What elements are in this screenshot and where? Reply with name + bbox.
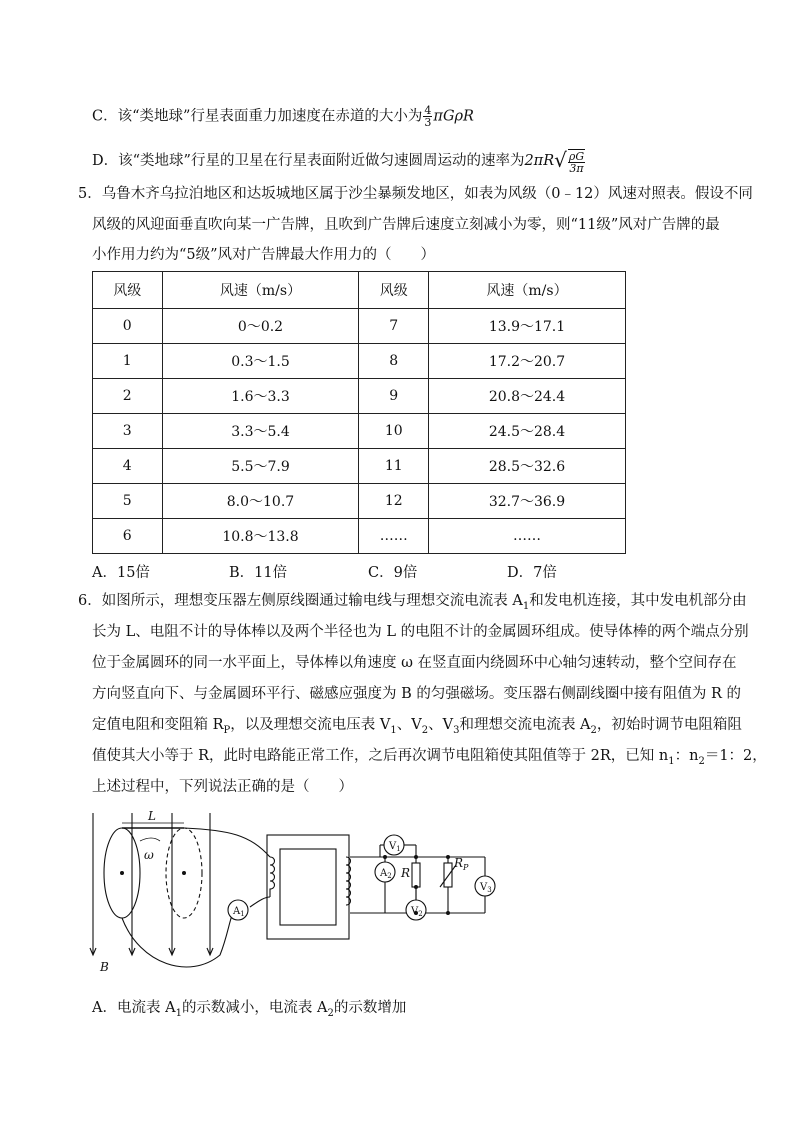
table-cell: 6 bbox=[93, 519, 163, 554]
table-cell: 0～0.2 bbox=[162, 309, 359, 344]
subscript: 1 bbox=[390, 724, 397, 736]
table-cell: 3 bbox=[93, 414, 163, 449]
t: 的示数减小，电流表 A bbox=[181, 1000, 328, 1016]
table-cell: 10.8～13.8 bbox=[162, 519, 359, 554]
table-header: 风级 bbox=[359, 272, 429, 309]
wind-speed-table bbox=[92, 271, 626, 554]
label-v1: $V_1$ bbox=[389, 841, 401, 853]
label-r: R bbox=[401, 866, 411, 880]
subscript: P bbox=[223, 724, 231, 736]
q6-line-3: 位于金属圆环的同一水平面上，导体棒以角速度 ω 在竖直面内绕圆环中心轴匀速转动，整个空间存在 bbox=[92, 655, 737, 671]
fraction-4-3 bbox=[423, 105, 432, 128]
label-a1: $A_1$ bbox=[233, 906, 245, 918]
table-cell: 28.5～32.6 bbox=[428, 449, 625, 484]
t: 定值电阻和变阻箱 R bbox=[92, 717, 224, 733]
q5-line-1: 5．乌鲁木齐乌拉泊地区和达坂城地区属于沙尘暴频发地区，如表为风级（0﹣12）风速对照表。假设不同 bbox=[78, 186, 753, 202]
label-b: B bbox=[100, 960, 109, 974]
table-header: 风速（m/s） bbox=[428, 272, 625, 309]
label-v3: $V_3$ bbox=[480, 882, 492, 894]
table-cell: 2 bbox=[93, 379, 163, 414]
q4-option-d-text: D．该“类地球”行星的卫星在行星表面附近做匀速圆周运动的速率为 bbox=[92, 153, 525, 169]
t: ，以及理想交流电压表 V bbox=[230, 717, 391, 733]
table-cell: 3.3～5.4 bbox=[162, 414, 359, 449]
table-cell: 0.3～1.5 bbox=[162, 344, 359, 379]
table-cell: 5 bbox=[93, 484, 163, 519]
q6-line-6 bbox=[92, 746, 767, 772]
table-cell: 13.9～17.1 bbox=[428, 309, 625, 344]
table-cell: 24.5～28.4 bbox=[428, 414, 625, 449]
table-cell: 32.7～36.9 bbox=[428, 484, 625, 519]
q5-option-b: B．11倍 bbox=[229, 565, 288, 581]
table-cell: 0 bbox=[93, 309, 163, 344]
subscript: 2 bbox=[327, 1007, 334, 1019]
t: ，初始时调节电阻箱阻 bbox=[596, 717, 742, 733]
subscript: 3 bbox=[453, 724, 460, 736]
subscript: 2 bbox=[421, 724, 429, 736]
label-l: L bbox=[148, 809, 156, 823]
subscript: 1 bbox=[668, 755, 675, 767]
table-cell: 1 bbox=[93, 344, 163, 379]
label-a2: $A_2$ bbox=[380, 868, 392, 880]
table-row bbox=[93, 414, 626, 449]
q5-line-2: 风级的风迎面垂直吹向某一广告牌，且吹到广告牌后速度立刻减小为零，则“11级”风对广告牌的最 bbox=[92, 217, 720, 233]
q6-line-1-a: 6．如图所示，理想变压器左侧原线圈通过输电线与理想交流电流表 A bbox=[78, 593, 523, 609]
t: 、V bbox=[428, 717, 454, 733]
t: ＝1：2， bbox=[704, 748, 767, 764]
label-v2: $V_2$ bbox=[411, 906, 423, 918]
t: 和理想交流电流表 A bbox=[459, 717, 591, 733]
table-cell: 17.2～20.7 bbox=[428, 344, 625, 379]
frac-num: 4 bbox=[424, 104, 432, 117]
table-cell: 20.8～24.4 bbox=[428, 379, 625, 414]
sqrt-num: ρG bbox=[568, 149, 585, 163]
label-omega: ω bbox=[144, 848, 154, 862]
table-cell: 1.6～3.3 bbox=[162, 379, 359, 414]
table-row bbox=[93, 379, 626, 414]
table-cell: 4 bbox=[93, 449, 163, 484]
table-cell: 10 bbox=[359, 414, 429, 449]
table-cell: 11 bbox=[359, 449, 429, 484]
magnetic-field-lines bbox=[90, 813, 213, 955]
q6-line-5 bbox=[92, 715, 742, 741]
table-header: 风级 bbox=[93, 272, 163, 309]
t: ：n bbox=[674, 748, 699, 764]
q4-option-c-formula: πGρR bbox=[433, 108, 474, 125]
q4-option-c bbox=[92, 105, 474, 128]
q6-line-1-b: 和发电机连接，其中发电机部分由 bbox=[529, 593, 747, 609]
q5-option-c: C．9倍 bbox=[368, 565, 418, 581]
table-row bbox=[93, 484, 626, 519]
table-row bbox=[93, 449, 626, 484]
q5-line-3: 小作用力约为“5级”风对广告牌最大作用力的（ ） bbox=[92, 247, 436, 263]
table-cell: 8 bbox=[359, 344, 429, 379]
subscript: 1 bbox=[175, 1007, 182, 1019]
subscript: 2 bbox=[698, 755, 705, 767]
table-header-row bbox=[93, 272, 626, 309]
table-row bbox=[93, 519, 626, 554]
t: A．电流表 A bbox=[92, 1000, 176, 1016]
q6-line-2: 长为 L、电阻不计的导体棒以及两个半径也为 L 的电阻不计的金属圆环组成。使导体棒的两个端点分别 bbox=[92, 624, 749, 640]
table-cell: 12 bbox=[359, 484, 429, 519]
circuit-diagram bbox=[80, 805, 500, 990]
table-cell: 5.5～7.9 bbox=[162, 449, 359, 484]
sqrt-symbol: √ bbox=[554, 148, 567, 172]
subscript: 2 bbox=[590, 724, 597, 736]
table-cell: …… bbox=[359, 519, 429, 554]
table-row bbox=[93, 309, 626, 344]
table-cell: …… bbox=[428, 519, 625, 554]
table-row bbox=[93, 344, 626, 379]
q4-option-c-text: C．该“类地球”行星表面重力加速度在赤道的大小为 bbox=[92, 108, 423, 125]
label-rp: $R_P$ bbox=[454, 856, 469, 872]
q4-option-d-expr: 2πR bbox=[524, 153, 555, 169]
q6-line-1 bbox=[78, 591, 747, 617]
q5-option-d: D．7倍 bbox=[507, 565, 557, 581]
t: 值使其大小等于 R，此时电路能正常工作，之后再次调节电阻箱使其阻值等于 2R，已知 n bbox=[92, 748, 669, 764]
table-cell: 9 bbox=[359, 379, 429, 414]
table-header: 风速（m/s） bbox=[162, 272, 359, 309]
frac-den: 3 bbox=[424, 116, 432, 129]
q6-line-7: 上述过程中，下列说法正确的是（ ） bbox=[92, 779, 353, 795]
table-cell: 7 bbox=[359, 309, 429, 344]
subscript: 1 bbox=[522, 600, 530, 612]
q6-option-a bbox=[92, 998, 406, 1024]
table-cell: 8.0～10.7 bbox=[162, 484, 359, 519]
transformer-core bbox=[267, 835, 349, 939]
q6-line-4: 方向竖直向下、与金属圆环平行、磁感应强度为 B 的匀强磁场。变压器右侧副线圈中接有阻值为 R 的 bbox=[92, 686, 742, 702]
t: 、V bbox=[396, 717, 422, 733]
q4-option-d bbox=[92, 148, 586, 174]
sqrt-den: 3π bbox=[569, 161, 584, 175]
t: 的示数增加 bbox=[333, 1000, 407, 1016]
sqrt-fraction bbox=[568, 149, 585, 174]
q5-option-a: A．15倍 bbox=[92, 565, 150, 581]
